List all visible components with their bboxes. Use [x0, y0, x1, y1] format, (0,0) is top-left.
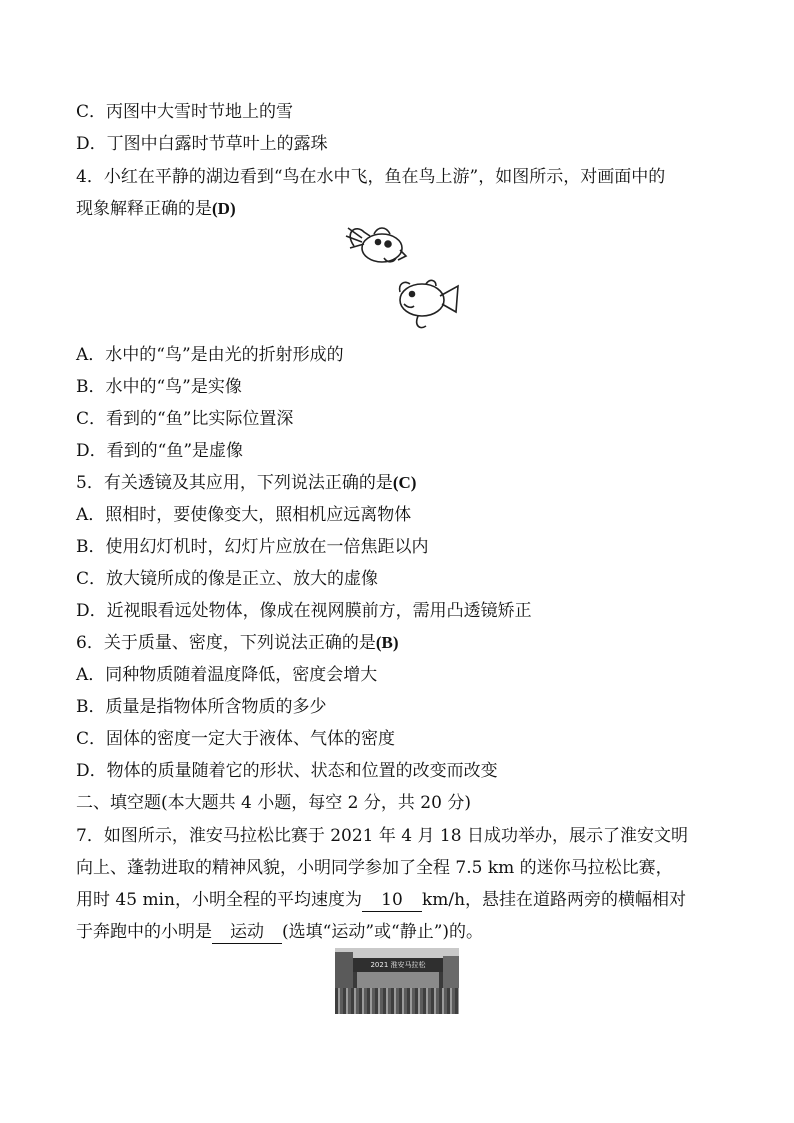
bird-fish-figure [340, 222, 464, 334]
q4-option-c: C．看到的“鱼”比实际位置深 [76, 409, 294, 429]
q4-option-d: D．看到的“鱼”是虚像 [76, 441, 244, 461]
q6-option-a: A．同种物质随着温度降低，密度会增大 [76, 665, 378, 685]
q7-stem-line1: 7．如图所示，淮安马拉松比赛于 2021 年 4 月 18 日成功举办，展示了淮安文明 [76, 826, 688, 846]
q4-option-a: A．水中的“鸟”是由光的折射形成的 [76, 345, 344, 365]
q5-stem [76, 472, 416, 494]
q7-stem-line2: 向上、蓬勃进取的精神风貌，小明同学参加了全程 7.5 km 的迷你马拉松比赛， [76, 858, 673, 878]
q4-stem-line1: 4．小红在平静的湖边看到“鸟在水中飞，鱼在鸟上游”，如图所示，对画面中的 [76, 167, 666, 187]
q3-option-c: C．丙图中大雪时节地上的雪 [76, 102, 294, 122]
q4-answer: (D) [212, 199, 236, 218]
q6-stem-text: 6．关于质量、密度，下列说法正确的是 [76, 633, 376, 653]
q6-stem [76, 632, 399, 654]
q5-stem-text: 5．有关透镜及其应用，下列说法正确的是 [76, 473, 393, 493]
q7-line4-text-a: 于奔跑中的小明是 [76, 922, 212, 942]
q7-blank-motion: 运动 [212, 921, 282, 944]
photo-building-right [443, 956, 459, 992]
q7-stem-line3 [76, 889, 686, 912]
bird-icon [346, 228, 406, 262]
q7-line4-text-b: (选填“运动”或“静止”)的。 [282, 922, 484, 942]
marathon-photo [335, 948, 459, 1014]
fish-icon [400, 280, 458, 327]
q4-option-b: B．水中的“鸟”是实像 [76, 377, 242, 397]
q6-option-c: C．固体的密度一定大于液体、气体的密度 [76, 729, 396, 749]
q4-stem-text: 现象解释正确的是 [76, 199, 212, 219]
q7-line3-text-b: km/h，悬挂在道路两旁的横幅相对 [421, 890, 687, 910]
photo-banner: 2021 淮安马拉松 [353, 958, 443, 972]
section2-heading: 二、填空题(本大题共 4 小题，每空 2 分，共 20 分) [76, 793, 471, 813]
q7-stem-line4 [76, 921, 483, 944]
q6-option-d: D．物体的质量随着它的形状、状态和位置的改变而改变 [76, 761, 498, 781]
q5-option-c: C．放大镜所成的像是正立、放大的虚像 [76, 569, 379, 589]
q5-answer: (C) [392, 473, 417, 492]
q6-answer: (B) [375, 633, 399, 652]
q5-option-d: D．近视眼看远处物体，像成在视网膜前方，需用凸透镜矫正 [76, 601, 532, 621]
photo-building-left [335, 952, 353, 992]
q4-stem-line2 [76, 198, 236, 220]
q7-line3-text-a: 用时 45 min，小明全程的平均速度为 [76, 890, 362, 910]
q3-option-d: D．丁图中白露时节草叶上的露珠 [76, 134, 328, 154]
q5-option-a: A．照相时，要使像变大，照相机应远离物体 [76, 505, 412, 525]
photo-runners-crowd [335, 988, 459, 1014]
q7-blank-speed: 10 [362, 889, 422, 912]
q6-option-b: B．质量是指物体所含物质的多少 [76, 697, 327, 717]
q5-option-b: B．使用幻灯机时，幻灯片应放在一倍焦距以内 [76, 537, 429, 557]
